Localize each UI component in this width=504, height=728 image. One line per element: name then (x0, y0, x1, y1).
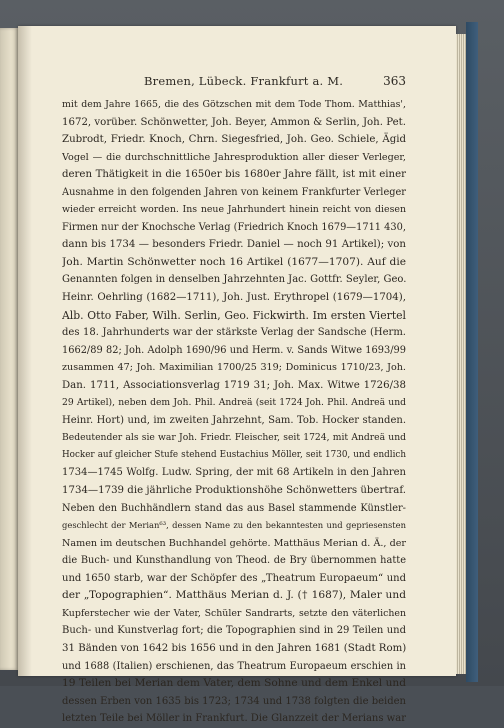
text-line: 31 Bänden von 1642 bis 1656 und in den Jahren 1681 (Stadt Rom) (62, 642, 406, 654)
text-line: Ausnahme in den folgenden Jahren von keinem Frankfurter Verleger (62, 186, 406, 198)
running-head (78, 74, 406, 90)
body-text (62, 96, 406, 728)
text-line: mit dem Jahre 1665, die des Götzschen mit dem Tode Thom. Matthias', (62, 99, 406, 110)
text-line: Vogel — die durchschnittliche Jahresproduktion aller dieser Verleger, (62, 151, 406, 163)
text-line: 1734—1739 die jährliche Produktionshöhe Schönwetters übertraf. (62, 485, 406, 497)
text-line: Joh. Martin Schönwetter noch 16 Artikel (1677—1707). Auf die (62, 255, 406, 268)
text-line: letzten Teile bei Möller in Frankfurt. Die Glanzzeit der Merians war (62, 713, 406, 725)
left-page-edge (0, 28, 18, 670)
text-line: Namen im deutschen Buchhandel gehörte. Matthäus Merian d. Ä., der (62, 537, 406, 549)
text-line: der „Topographien“. Matthäus Merian d. J. († 1687), Maler und (62, 589, 406, 602)
text-line: Hocker auf gleicher Stufe stehend Eustachius Möller, seit 1730, und endlich (62, 449, 406, 460)
text-line: Dan. 1711, Associationsverlag 1719 31; Joh. Max. Witwe 1726/38 (62, 379, 406, 391)
text-line: Alb. Otto Faber, Wilh. Serlin, Geo. Fickwirth. Im ersten Viertel (62, 308, 406, 322)
text-line: die Buch- und Kunsthandlung von Theod. de Bry übernommen hatte (62, 555, 406, 567)
text-line: 19 Teilen bei Merian dem Vater, dem Sohne und dem Enkel und (62, 677, 406, 690)
page-stack-edge (456, 34, 466, 674)
text-line: Genannten folgen in denselben Jahrzehnten Jac. Gottfr. Seyler, Geo. (62, 274, 406, 286)
text-line: Buch- und Kunstverlag fort; die Topographien sind in 29 Teilen und (62, 625, 406, 637)
text-line: dann bis 1734 — besonders Friedr. Daniel — noch 91 Artikel); von (62, 239, 406, 251)
text-line: Firmen nur der Knochsche Verlag (Friedrich Knoch 1679—1711 430, (62, 221, 406, 233)
text-line: deren Thätigkeit in die 1650er bis 1680er Jahre fällt, ist mit einer (62, 169, 406, 181)
running-head-title: Bremen, Lübeck. Frankfurt a. M. (144, 74, 344, 88)
text-line: Heinr. Hort) und, im zweiten Jahrzehnt, Sam. Tob. Hocker standen. (62, 414, 406, 426)
text-line: Neben den Buchhändlern stand das aus Basel stammende Künstler- (62, 502, 406, 514)
text-line: Bedeutender als sie war Joh. Friedr. Fleischer, seit 1724, mit Andreä und (62, 432, 406, 444)
text-line: 29 Artikel), neben dem Joh. Phil. Andreä (seit 1724 Joh. Phil. Andreä und (62, 397, 406, 409)
text-line: Zubrodt, Friedr. Knoch, Chrn. Siegesfried, Joh. Geo. Schiele, Ägid (62, 134, 406, 146)
text-line: Heinr. Oehrling (1682—1711), Joh. Just. Erythropel (1679—1704), (62, 292, 406, 304)
page-number: 363 (383, 74, 406, 88)
text-line: dessen Erben von 1635 bis 1723; 1734 und 1738 folgten die beiden (62, 695, 406, 707)
text-line: 1662/89 82; Joh. Adolph 1690/96 und Herm. v. Sands Witwe 1693/99 (62, 344, 406, 356)
text-line: und 1688 (Italien) erschienen, das Theatrum Europaeum erschien in (62, 660, 406, 672)
text-line: Kupferstecher wie der Vater, Schüler Sandrarts, setzte den väterlichen (62, 607, 406, 619)
text-line: wieder erreicht worden. Ins neue Jahrhundert hinein reicht von diesen (62, 204, 406, 216)
text-line: 1672, vorüber. Schönwetter, Joh. Beyer, Ammon & Serlin, Joh. Pet. (62, 116, 406, 128)
text-line: geschlecht der Merian⁶³, dessen Name zu den bekanntesten und gepriesensten (62, 520, 406, 531)
text-line: und 1650 starb, war der Schöpfer des „Theatrum Europaeum“ und (62, 572, 406, 584)
text-line: zusammen 47; Joh. Maximilian 1700/25 319; Dominicus 1710/23, Joh. (62, 362, 406, 374)
text-line: des 18. Jahrhunderts war der stärkste Verlag der Sandsche (Herm. (62, 327, 406, 339)
text-line: 1734—1745 Wolfg. Ludw. Spring, der mit 68 Artikeln in den Jahren (62, 467, 406, 479)
book-cover-edge (466, 22, 478, 682)
